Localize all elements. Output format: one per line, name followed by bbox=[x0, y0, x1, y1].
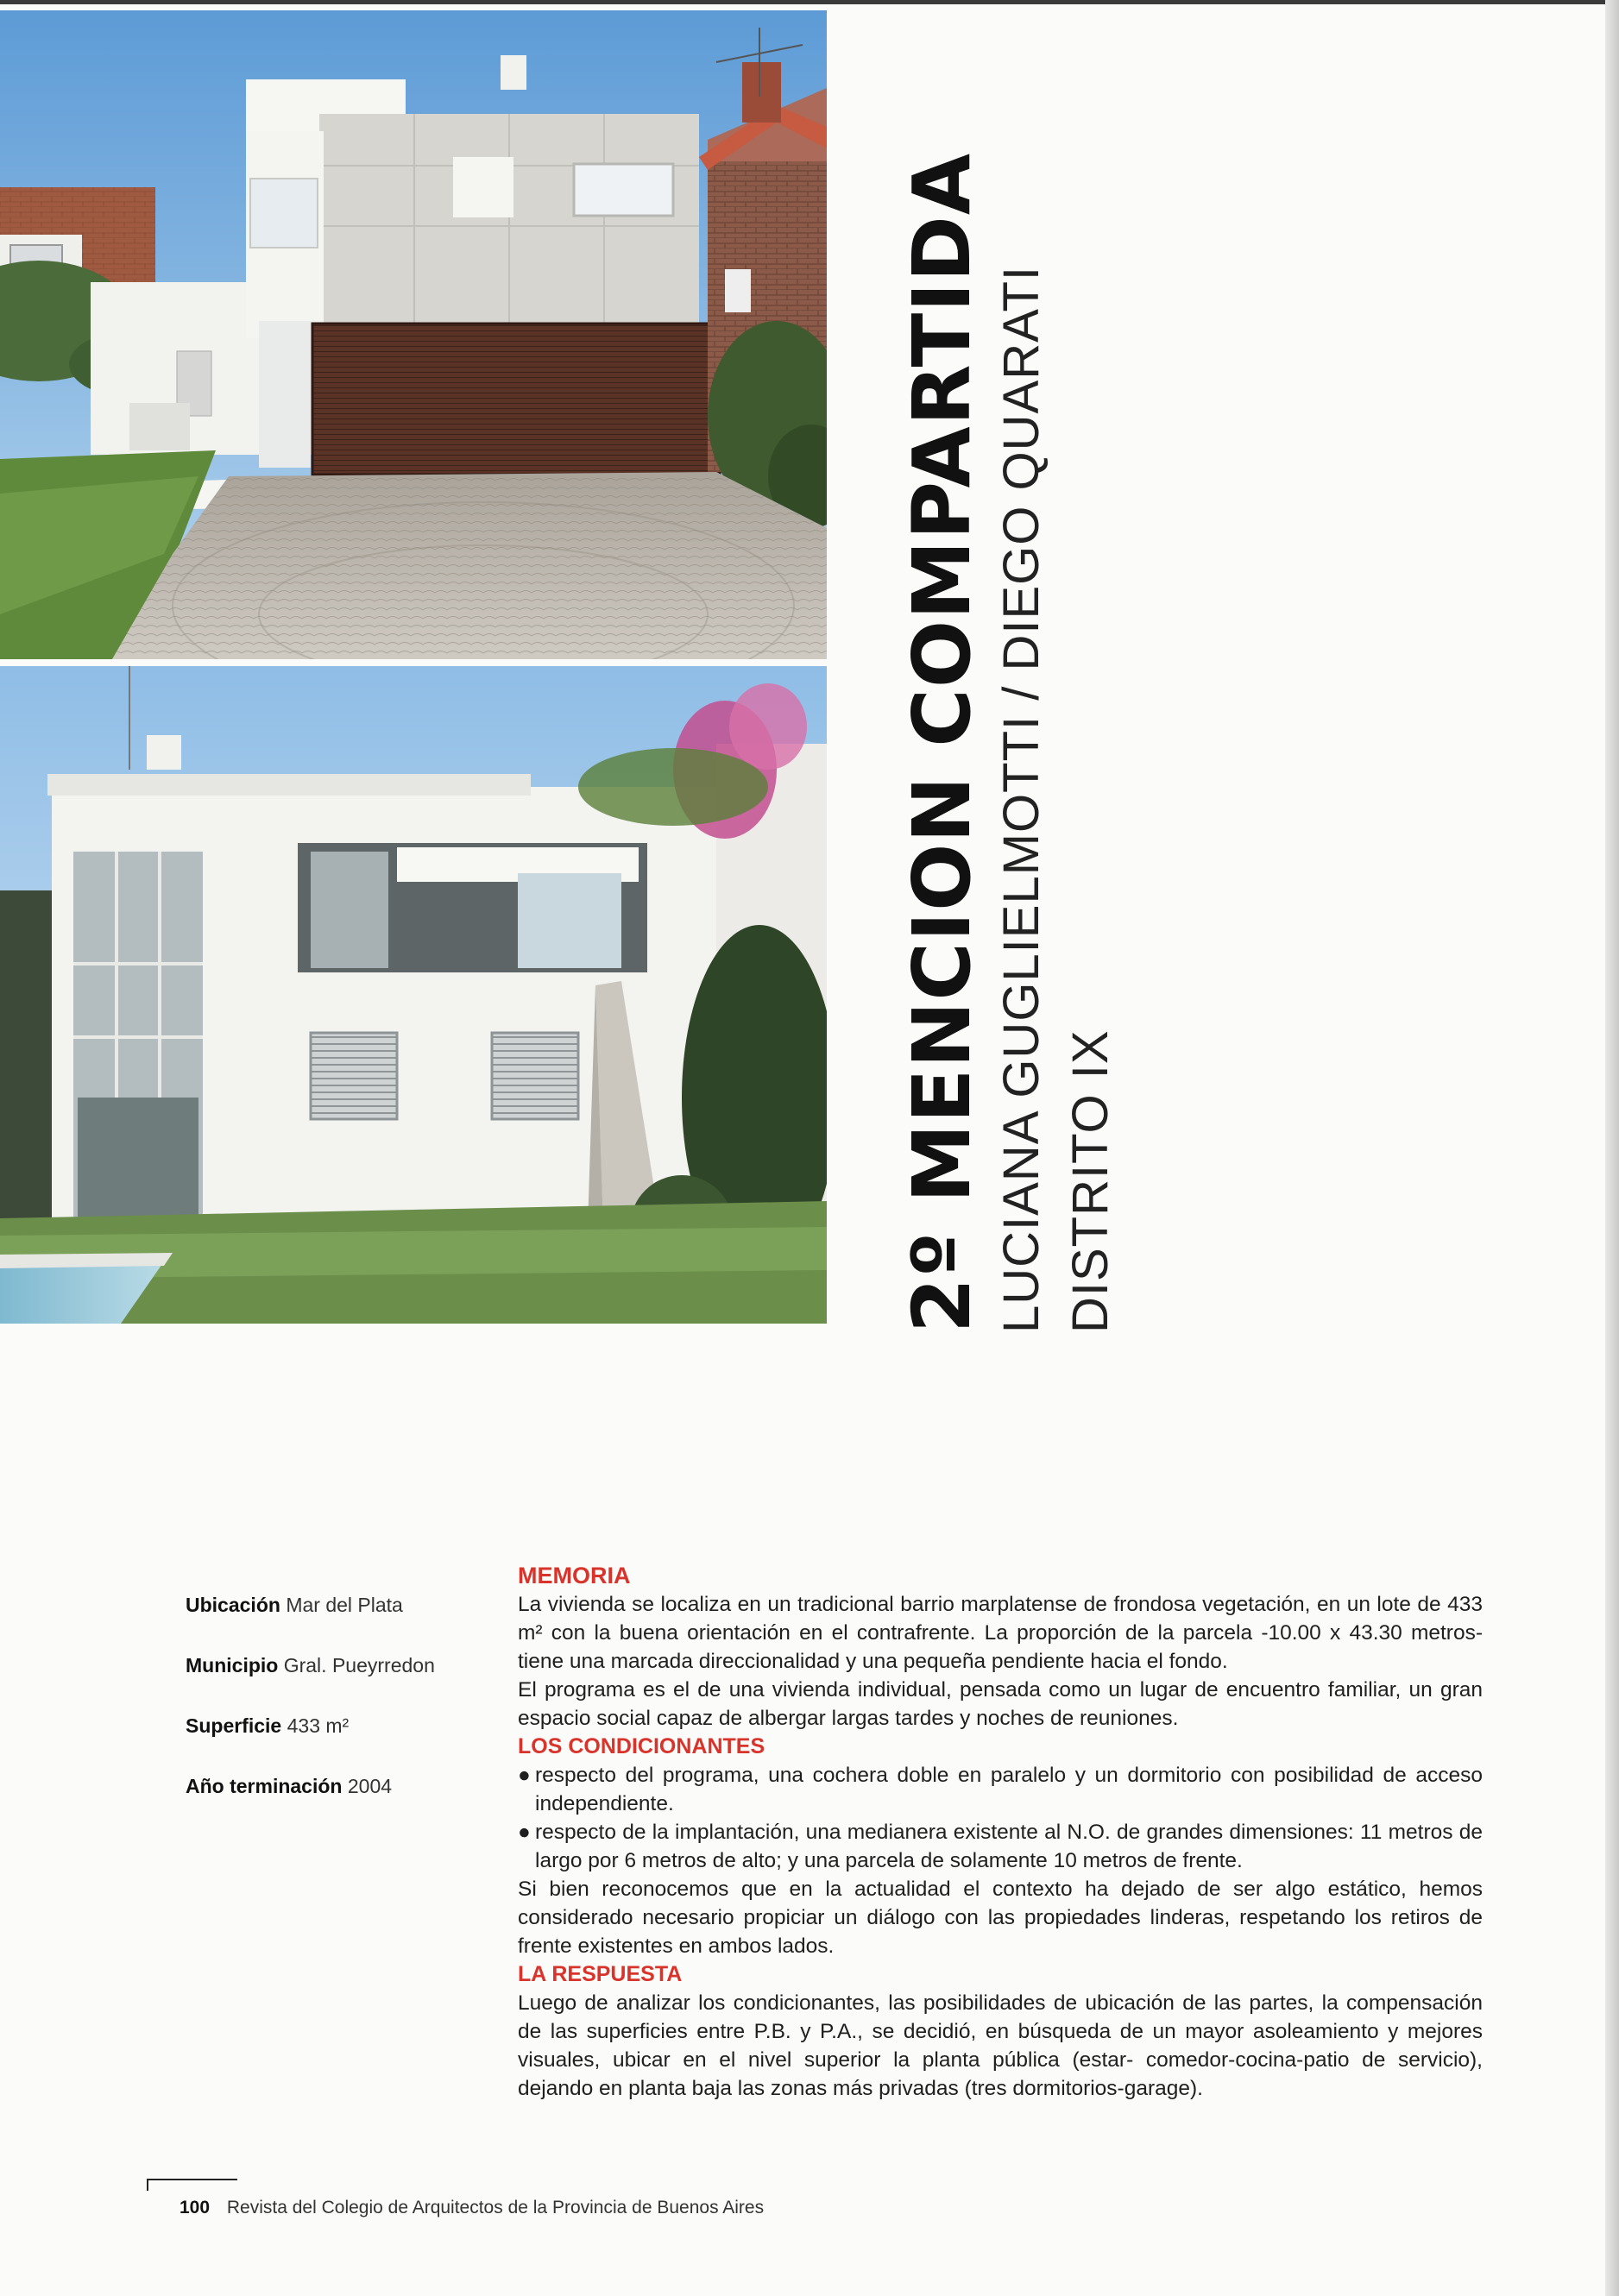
respuesta-heading: LA RESPUESTA bbox=[518, 1962, 683, 1986]
article-body bbox=[518, 1562, 1483, 2103]
footer-tick bbox=[147, 2179, 148, 2191]
house-front-photo bbox=[0, 10, 827, 659]
authors-line: LUCIANA GUGLIELMOTTI / DIEGO QUARATI bbox=[993, 265, 1049, 1333]
bullet-item bbox=[518, 1761, 1483, 1818]
house-rear-photo bbox=[0, 666, 827, 1324]
bullet-item bbox=[518, 1818, 1483, 1875]
project-title-block bbox=[896, 152, 1122, 1333]
condicionantes-heading: LOS CONDICIONANTES bbox=[518, 1734, 765, 1758]
info-surface bbox=[186, 1713, 496, 1739]
award-title: 2º MENCION COMPARTIDA bbox=[896, 152, 988, 1333]
info-label: Año terminación bbox=[186, 1775, 343, 1797]
bullet-text: respecto del programa, una cochera doble en paralelo y un dormitorio con posibilidad de acceso independiente. bbox=[535, 1764, 1483, 1815]
memoria-paragraph-1: La vivienda se localiza en un tradicional barrio marplatense de frondosa vegetación, en un lote de 433 m² con la buena orientación en el contrafrente. La proporción de la parcela -10.00 x 43.30 metros- tiene una marcada direccionalidad y una pequeña pendiente hacia el fondo. bbox=[518, 1593, 1483, 1673]
info-municipality bbox=[186, 1652, 496, 1678]
page-number: 100 bbox=[180, 2198, 211, 2217]
info-value: Mar del Plata bbox=[286, 1594, 403, 1616]
respuesta-paragraph: Luego de analizar los condicionantes, las posibilidades de ubicación de las partes, la compensación de las superficies entre P.B. y P.A., se decidió, en búsqueda de un mayor asoleamiento y mejores visuales, ubicar en el nivel superior la planta pública (estar- comedor-cocina-patio de servicio), dejando en planta baja las zonas más privadas (tres dormitorios-garage). bbox=[518, 1991, 1483, 2100]
memoria-paragraph-2: El programa es el de una vivienda individual, pensada como un lugar de encuentro familiar, un gran espacio social capaz de albergar largas tardes y noches de reuniones. bbox=[518, 1678, 1483, 1730]
info-label: Ubicación bbox=[186, 1594, 280, 1616]
info-label: Superficie bbox=[186, 1714, 282, 1737]
bullet-icon: ● bbox=[518, 1821, 531, 1844]
top-border bbox=[0, 0, 1619, 4]
info-completion-year bbox=[186, 1773, 496, 1799]
info-value: 2004 bbox=[347, 1775, 393, 1797]
memoria-heading: MEMORIA bbox=[518, 1563, 631, 1588]
footer-rule bbox=[147, 2179, 237, 2180]
info-value: 433 m² bbox=[287, 1714, 350, 1737]
info-label: Municipio bbox=[186, 1654, 279, 1676]
district-line: DISTRITO IX bbox=[1062, 1029, 1118, 1333]
condicionantes-paragraph: Si bien reconocemos que en la actualidad el contexto ha dejado de ser algo estático, hemos considerado necesario propiciar un diálogo con las propiedades linderas, respetando los retiros de frente existentes en ambos lados. bbox=[518, 1878, 1483, 1958]
bullet-text: respecto de la implantación, una medianera existente al N.O. de grandes dimensiones: 11 metros de largo por 6 metros de alto; y una parcela de solamente 10 metros de frente. bbox=[535, 1821, 1483, 1872]
page-footer bbox=[180, 2198, 764, 2218]
bullet-icon: ● bbox=[518, 1764, 531, 1787]
publication-name: Revista del Colegio de Arquitectos de la Provincia de Buenos Aires bbox=[226, 2198, 765, 2217]
project-info bbox=[186, 1592, 496, 1834]
info-value: Gral. Pueyrredon bbox=[283, 1654, 435, 1676]
info-location bbox=[186, 1592, 496, 1618]
page-edge-shadow bbox=[1605, 0, 1619, 2296]
